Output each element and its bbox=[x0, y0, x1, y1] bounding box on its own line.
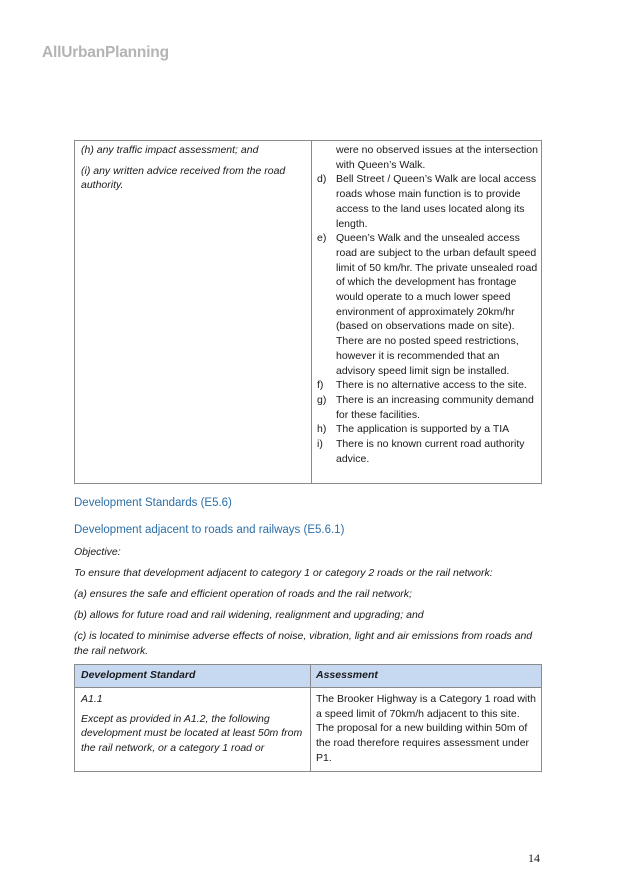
column-divider bbox=[310, 665, 311, 771]
item-text: were no observed issues at the intersection with Queen’s Walk. bbox=[336, 144, 538, 171]
page-number: 14 bbox=[528, 851, 540, 865]
header-development-standard: Development Standard bbox=[81, 669, 196, 681]
item-label: d) bbox=[317, 173, 327, 186]
assessment-column bbox=[317, 143, 539, 466]
item-label: h) bbox=[317, 423, 327, 436]
assessment-item bbox=[317, 378, 539, 393]
development-standard-table bbox=[74, 664, 542, 772]
criteria-column bbox=[81, 143, 303, 199]
standard-code: A1.1 bbox=[81, 693, 103, 705]
item-text: There is an increasing community demand for these facilities. bbox=[336, 393, 534, 421]
objective-label: Objective: bbox=[74, 546, 121, 558]
standard-text: Except as provided in A1.2, the following development must be located at least 50m from the rail network, or a category 1 road or bbox=[81, 712, 303, 755]
assessment-item bbox=[317, 143, 539, 172]
item-label: e) bbox=[317, 232, 327, 245]
assessment-item bbox=[317, 231, 539, 378]
item-text: There is no known current road authority advice. bbox=[336, 438, 525, 465]
logo: AllUrbanPlanning bbox=[42, 44, 169, 61]
item-text: Queen’s Walk and the unsealed access road are subject to the urban default speed limit of 50 km/hr. The private unsealed road of which the development has frontage would operate to a much lower speed environment of approximately 20km/hr (based on observations made on site). There are no posted speed restrictions, however it is recommended that an advisory speed limit sign be installed. bbox=[336, 232, 538, 377]
objective-b: (b) allows for future road and rail widening, realignment and upgrading; and bbox=[74, 609, 424, 621]
section-heading-development-adjacent: Development adjacent to roads and railways (E5.6.1) bbox=[74, 524, 345, 536]
assessment-item bbox=[317, 437, 539, 466]
item-label: g) bbox=[317, 393, 327, 406]
column-divider bbox=[311, 141, 312, 483]
header-assessment: Assessment bbox=[316, 669, 378, 681]
assessment-item bbox=[317, 422, 539, 437]
section-heading-development-standards: Development Standards (E5.6) bbox=[74, 497, 232, 509]
assessment-table-continued bbox=[74, 140, 542, 484]
item-text: Bell Street / Queen’s Walk are local access roads whose main function is to provide access to the land uses located along its length. bbox=[336, 173, 537, 230]
item-label: i) bbox=[317, 438, 323, 451]
assessment-item bbox=[317, 172, 539, 231]
criterion-i: (i) any written advice received from the road authority. bbox=[81, 164, 286, 192]
objective-intro: To ensure that development adjacent to category 1 or category 2 roads or the rail network: bbox=[74, 567, 493, 579]
assessment-item bbox=[317, 393, 539, 422]
item-text: There is no alternative access to the site. bbox=[336, 379, 527, 392]
item-text: The application is supported by a TIA bbox=[336, 423, 510, 436]
item-label: f) bbox=[317, 379, 324, 392]
standard-cell bbox=[81, 692, 303, 761]
assessment-cell: The Brooker Highway is a Category 1 road with a speed limit of 70km/h adjacent to this site. The proposal for a new building within 50m of the road therefore requires assessment under P1. bbox=[316, 693, 537, 764]
objective-c: (c) is located to minimise adverse effects of noise, vibration, light and air emissions from roads and the rail network. bbox=[74, 630, 533, 657]
objective-a: (a) ensures the safe and efficient operation of roads and the rail network; bbox=[74, 588, 412, 600]
criterion-h: (h) any traffic impact assessment; and bbox=[81, 144, 259, 156]
